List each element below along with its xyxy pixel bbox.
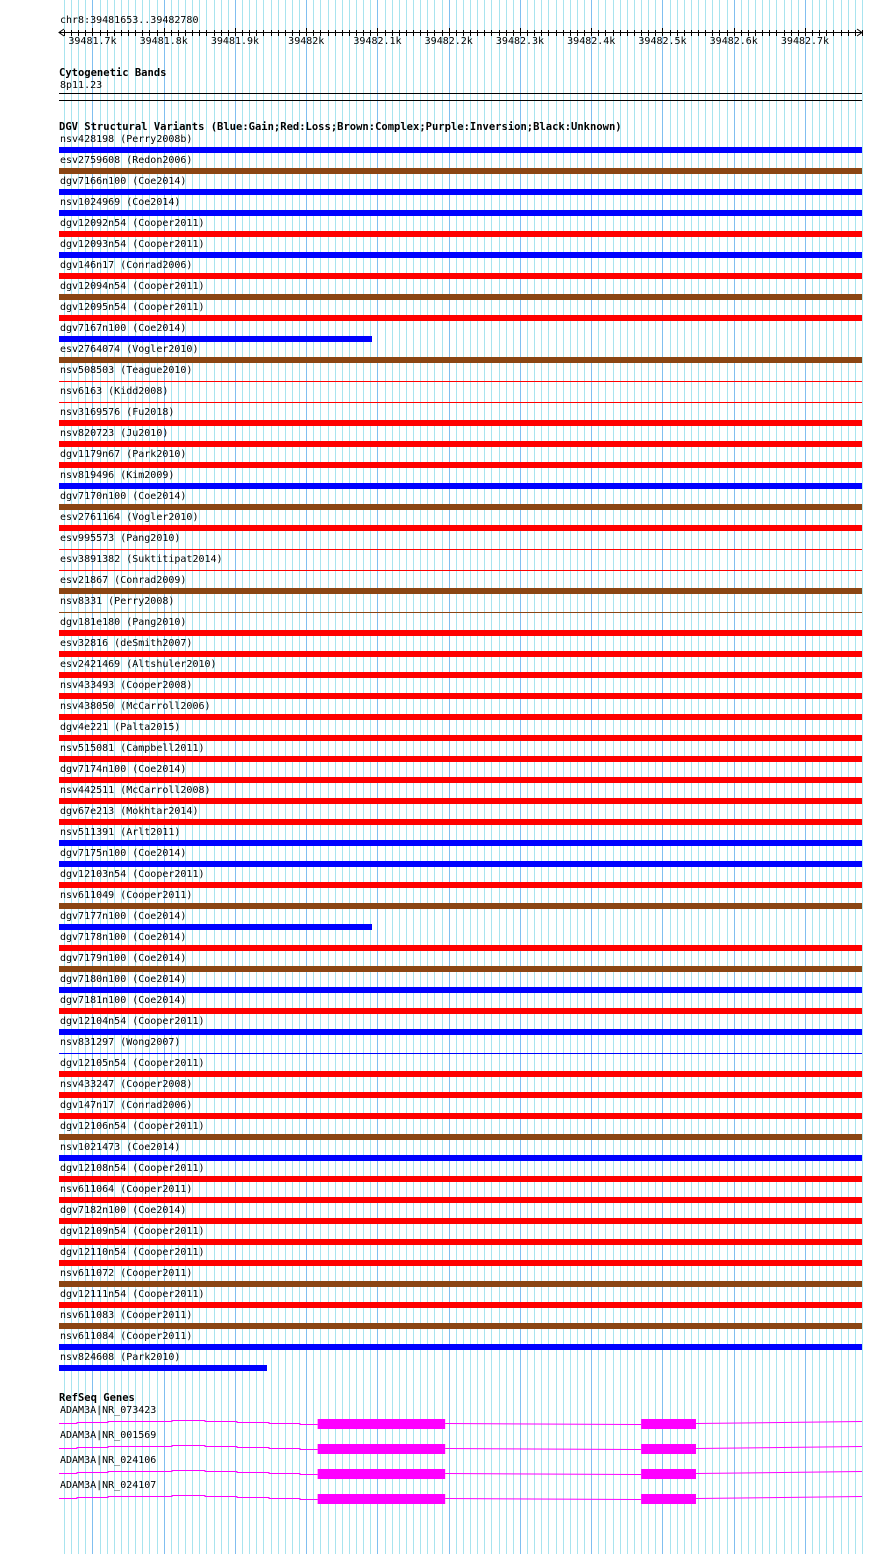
variant-bar-gain[interactable] [59, 483, 862, 489]
variant-label[interactable]: nsv515081 (Campbell2011) [60, 743, 205, 754]
variant-label[interactable]: dgv12095n54 (Cooper2011) [60, 302, 205, 313]
gene-exon [641, 1419, 696, 1429]
gene-exon [641, 1469, 696, 1479]
variant-bar-loss[interactable] [59, 1176, 862, 1182]
ruler-tick-label: 39482.4k [567, 36, 616, 47]
variant-bar-loss[interactable] [59, 1218, 862, 1224]
variant-bar-loss[interactable] [59, 735, 862, 741]
cytoband-track-title: Cytogenetic Bands [59, 67, 167, 79]
variant-label[interactable]: dgv7175n100 (Coe2014) [60, 848, 187, 859]
variant-bar-loss[interactable] [59, 231, 862, 237]
variant-bar-loss[interactable] [59, 1113, 862, 1119]
variant-label[interactable]: dgv12104n54 (Cooper2011) [60, 1016, 205, 1027]
variant-label[interactable]: dgv7179n100 (Coe2014) [60, 953, 187, 964]
variant-bar-gain[interactable] [59, 1029, 862, 1035]
variant-label[interactable]: dgv1179n67 (Park2010) [60, 449, 187, 460]
variant-label[interactable]: nsv611049 (Cooper2011) [60, 890, 193, 901]
dgv-track-title: DGV Structural Variants (Blue:Gain;Red:Loss;Brown:Complex;Purple:Inversion;Black:Unknown) [59, 121, 622, 133]
gene-model[interactable] [0, 1440, 890, 1456]
variant-label[interactable]: nsv6163 (Kidd2008) [60, 386, 169, 397]
gene-intron [696, 1497, 862, 1499]
variant-bar-gain[interactable] [59, 210, 862, 216]
variant-label[interactable]: esv2759608 (Redon2006) [60, 155, 193, 166]
gene-intron [59, 1421, 318, 1425]
gene-label[interactable]: ADAM3A|NR_001569 [60, 1430, 157, 1441]
variant-bar-loss[interactable] [59, 819, 862, 825]
variant-label[interactable]: esv2761164 (Vogler2010) [60, 512, 199, 523]
gene-intron [59, 1471, 318, 1475]
variant-label[interactable]: nsv3169576 (Fu2018) [60, 407, 175, 418]
variant-label[interactable]: nsv611064 (Cooper2011) [60, 1184, 193, 1195]
variant-label[interactable]: nsv1024969 (Coe2014) [60, 197, 181, 208]
variant-bar-loss[interactable] [59, 525, 862, 531]
variant-label[interactable]: nsv428198 (Perry2008b) [60, 134, 193, 145]
ruler-tick-label: 39481.7k [68, 36, 117, 47]
variant-bar-loss[interactable] [59, 462, 862, 468]
variant-label[interactable]: esv995573 (Pang2010) [60, 533, 181, 544]
variant-bar-gain[interactable] [59, 252, 862, 258]
variant-bar-loss[interactable] [59, 1008, 862, 1014]
variant-label[interactable]: dgv7166n100 (Coe2014) [60, 176, 187, 187]
variant-bar-loss[interactable] [59, 315, 862, 321]
variant-label[interactable]: nsv1021473 (Coe2014) [60, 1142, 181, 1153]
variant-label[interactable]: dgv12111n54 (Cooper2011) [60, 1289, 205, 1300]
variant-label[interactable]: dgv146n17 (Conrad2006) [60, 260, 193, 271]
ruler-tick-label: 39482.7k [780, 36, 830, 47]
variant-bar-gain[interactable] [59, 861, 862, 867]
variant-bar-gain[interactable] [59, 1053, 862, 1054]
variant-bar-loss[interactable] [59, 1260, 862, 1266]
ruler-tick-label: 39481.8k [139, 36, 188, 47]
gene-intron [445, 1449, 641, 1450]
gene-intron [59, 1446, 318, 1450]
gene-exon [318, 1469, 446, 1479]
variant-label[interactable]: esv3891382 (Suktitipat2014) [60, 554, 223, 565]
variant-label[interactable]: dgv7167n100 (Coe2014) [60, 323, 187, 334]
location-label: chr8:39481653..39482780 [60, 15, 199, 26]
gene-intron [59, 1496, 318, 1500]
variant-label[interactable]: dgv12108n54 (Cooper2011) [60, 1163, 205, 1174]
variant-bar-loss[interactable] [59, 777, 862, 783]
variant-bar-loss[interactable] [59, 273, 862, 279]
variant-label[interactable]: nsv831297 (Wong2007) [60, 1037, 181, 1048]
variant-bar-loss[interactable] [59, 420, 862, 426]
variant-bar-complex[interactable] [59, 588, 862, 594]
variant-label[interactable]: nsv438050 (McCarroll2006) [60, 701, 211, 712]
variant-label[interactable]: dgv12103n54 (Cooper2011) [60, 869, 205, 880]
variant-bar-complex[interactable] [59, 1281, 862, 1287]
variant-label[interactable]: dgv7174n100 (Coe2014) [60, 764, 187, 775]
variant-bar-gain[interactable] [59, 1155, 862, 1161]
gene-exon [318, 1444, 446, 1454]
variant-bar-complex[interactable] [59, 504, 862, 510]
variant-label[interactable]: nsv611084 (Cooper2011) [60, 1331, 193, 1342]
variant-label[interactable]: dgv12106n54 (Cooper2011) [60, 1121, 205, 1132]
variant-label[interactable]: dgv12110n54 (Cooper2011) [60, 1247, 205, 1258]
ruler-tick-label: 39481.9k [210, 36, 260, 47]
variant-label[interactable]: dgv7180n100 (Coe2014) [60, 974, 187, 985]
variant-label[interactable]: dgv12094n54 (Cooper2011) [60, 281, 205, 292]
variant-bar-complex[interactable] [59, 294, 862, 300]
variant-bar-loss[interactable] [59, 693, 862, 699]
variant-bar-gain[interactable] [59, 189, 862, 195]
variant-bar-loss[interactable] [59, 381, 862, 382]
variant-bar-gain[interactable] [59, 924, 372, 930]
variant-label[interactable]: dgv7182n100 (Coe2014) [60, 1205, 187, 1216]
gene-intron [696, 1422, 862, 1424]
variant-bar-complex[interactable] [59, 1134, 862, 1140]
variant-label[interactable]: dgv7177n100 (Coe2014) [60, 911, 187, 922]
gene-exon [641, 1494, 696, 1504]
gene-label[interactable]: ADAM3A|NR_024106 [60, 1455, 157, 1466]
variant-label[interactable]: nsv819496 (Kim2009) [60, 470, 175, 481]
gene-intron [696, 1472, 862, 1474]
variant-label[interactable]: dgv4e221 (Palta2015) [60, 722, 181, 733]
gene-intron [445, 1499, 641, 1500]
variant-label[interactable]: dgv147n17 (Conrad2006) [60, 1100, 193, 1111]
variant-bar-complex[interactable] [59, 168, 862, 174]
variant-bar-loss[interactable] [59, 651, 862, 657]
variant-bar-complex[interactable] [59, 966, 862, 972]
variant-label[interactable]: nsv511391 (Arlt2011) [60, 827, 181, 838]
variant-label[interactable]: dgv67e213 (Mokhtar2014) [60, 806, 199, 817]
gene-model[interactable] [0, 1415, 890, 1431]
variant-label[interactable]: nsv820723 (Ju2010) [60, 428, 169, 439]
variant-label[interactable]: esv32816 (deSmith2007) [60, 638, 193, 649]
variant-bar-gain[interactable] [59, 1365, 267, 1371]
variant-bar-gain[interactable] [59, 336, 372, 342]
gene-exon [318, 1419, 446, 1429]
scale-ruler[interactable] [0, 24, 890, 48]
variant-bar-complex[interactable] [59, 612, 862, 613]
gene-model[interactable] [0, 1465, 890, 1481]
variant-bar-loss[interactable] [59, 1197, 862, 1203]
ruler-tick-label: 39482.6k [709, 36, 758, 47]
variant-bar-complex[interactable] [59, 357, 862, 363]
variant-label[interactable]: esv21867 (Conrad2009) [60, 575, 187, 586]
variant-bar-gain[interactable] [59, 147, 862, 153]
variant-bar-loss[interactable] [59, 714, 862, 720]
gene-intron [445, 1474, 641, 1475]
variant-bar-loss[interactable] [59, 630, 862, 636]
variant-label[interactable]: nsv508503 (Teague2010) [60, 365, 193, 376]
variant-label[interactable]: dgv12093n54 (Cooper2011) [60, 239, 205, 250]
variant-bar-loss[interactable] [59, 570, 862, 571]
variant-bar-loss[interactable] [59, 945, 862, 951]
gene-exon [641, 1444, 696, 1454]
variant-label[interactable]: nsv611083 (Cooper2011) [60, 1310, 193, 1321]
variant-bar-loss[interactable] [59, 1302, 862, 1308]
gene-intron [696, 1447, 862, 1449]
variant-bar-loss[interactable] [59, 672, 862, 678]
variant-bar-gain[interactable] [59, 1344, 862, 1350]
variant-bar-loss[interactable] [59, 756, 862, 762]
variant-bar-loss[interactable] [59, 549, 862, 550]
gene-exon [318, 1494, 446, 1504]
refseq-track-title: RefSeq Genes [59, 1392, 135, 1404]
gene-model[interactable] [0, 1490, 890, 1506]
variant-label[interactable]: esv2764074 (Vogler2010) [60, 344, 199, 355]
ruler-tick-label: 39482.5k [638, 36, 687, 47]
ruler-tick-label: 39482.3k [495, 36, 545, 47]
variant-bar-loss[interactable] [59, 882, 862, 888]
gene-label[interactable]: ADAM3A|NR_024107 [60, 1480, 157, 1491]
variant-bar-loss[interactable] [59, 1071, 862, 1077]
variant-label[interactable]: esv2421469 (Altshuler2010) [60, 659, 217, 670]
variant-label[interactable]: dgv7170n100 (Coe2014) [60, 491, 187, 502]
variant-bar-loss[interactable] [59, 402, 862, 403]
variant-label[interactable]: dgv7178n100 (Coe2014) [60, 932, 187, 943]
ruler-tick-label: 39482.2k [424, 36, 473, 47]
variant-label[interactable]: dgv7181n100 (Coe2014) [60, 995, 187, 1006]
variant-label[interactable]: nsv8331 (Perry2008) [60, 596, 175, 607]
variant-label[interactable]: nsv442511 (McCarroll2008) [60, 785, 211, 796]
variant-bar-loss[interactable] [59, 441, 862, 447]
cytoband-label: 8p11.23 [60, 80, 103, 91]
variant-bar-complex[interactable] [59, 1323, 862, 1329]
variant-label[interactable]: dgv12109n54 (Cooper2011) [60, 1226, 205, 1237]
variant-bar-gain[interactable] [59, 840, 862, 846]
variant-bar-gain[interactable] [59, 987, 862, 993]
gene-label[interactable]: ADAM3A|NR_073423 [60, 1405, 157, 1416]
gene-intron [445, 1424, 641, 1425]
variant-label[interactable]: nsv824608 (Park2010) [60, 1352, 181, 1363]
variant-label[interactable]: nsv433493 (Cooper2008) [60, 680, 193, 691]
cytoband-line [59, 100, 862, 101]
variant-label[interactable]: nsv611072 (Cooper2011) [60, 1268, 193, 1279]
variant-label[interactable]: dgv181e180 (Pang2010) [60, 617, 187, 628]
variant-label[interactable]: dgv12105n54 (Cooper2011) [60, 1058, 205, 1069]
variant-bar-complex[interactable] [59, 903, 862, 909]
variant-bar-loss[interactable] [59, 1092, 862, 1098]
ruler-tick-label: 39482k [288, 36, 325, 47]
variant-label[interactable]: nsv433247 (Cooper2008) [60, 1079, 193, 1090]
variant-label[interactable]: dgv12092n54 (Cooper2011) [60, 218, 205, 229]
variant-bar-loss[interactable] [59, 1239, 862, 1245]
ruler-tick-label: 39482.1k [353, 36, 402, 47]
cytoband-line [59, 93, 862, 94]
variant-bar-loss[interactable] [59, 798, 862, 804]
